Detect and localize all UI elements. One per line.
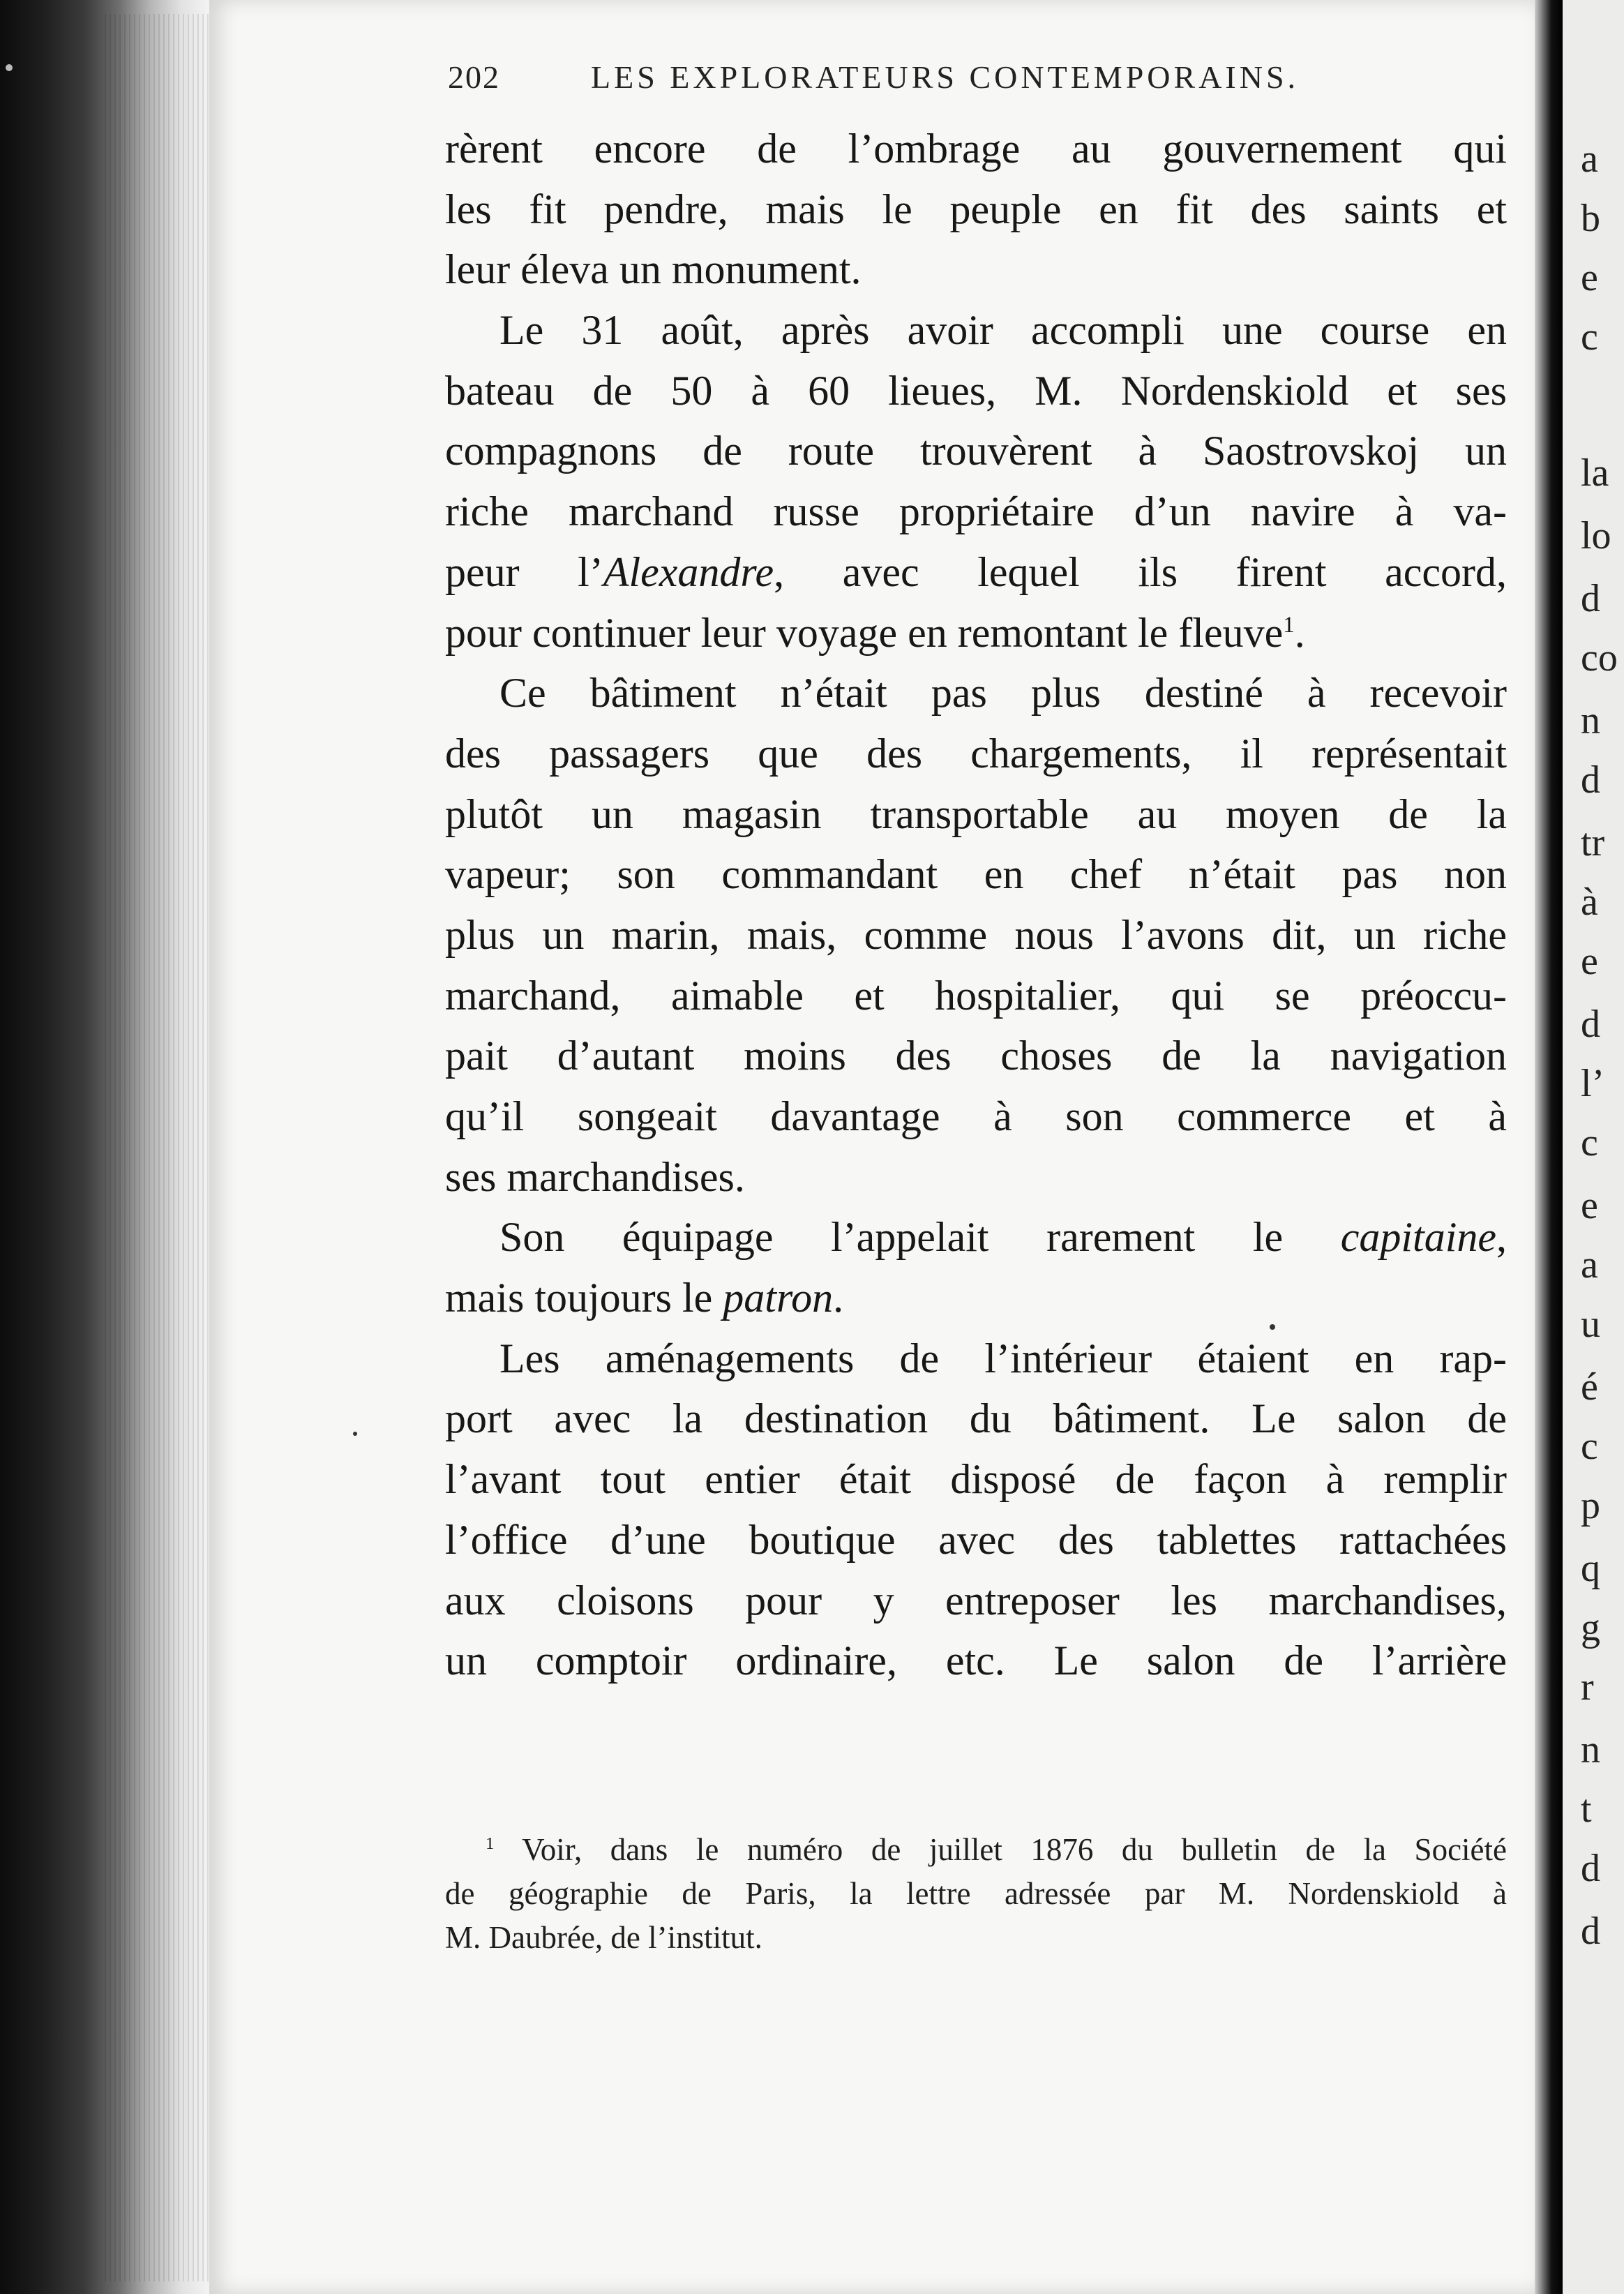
- footnotes: [445, 1828, 1507, 1960]
- footnote-line: de géographie de Paris, la lettre adressée par M. Nordenskiold à: [445, 1876, 1507, 1911]
- text-fragment: ,: [1496, 1214, 1507, 1261]
- next-page-fragment: u: [1581, 1303, 1600, 1346]
- text-line: riche marchand russe propriétaire d’un navire à va-: [445, 488, 1507, 535]
- text-fragment: peur l’: [445, 548, 603, 595]
- text-line: les fit pendre, mais le peuple en fit des saints et: [445, 186, 1507, 232]
- next-page-fragment: a: [1581, 137, 1598, 181]
- text-line: bateau de 50 à 60 lieues, M. Nordenskiold et ses: [445, 367, 1507, 414]
- italic-word: capitaine: [1340, 1214, 1496, 1261]
- ink-speck: [6, 64, 13, 71]
- ink-speck: [1270, 1324, 1275, 1330]
- next-page-fragment: é: [1581, 1365, 1598, 1409]
- footnote-marker: 1: [486, 1834, 495, 1853]
- next-page-fragment: t: [1581, 1787, 1592, 1831]
- text-line: marchand, aimable et hospitalier, qui se préoccu-: [445, 972, 1507, 1019]
- next-page-fragment: a: [1581, 1243, 1598, 1287]
- text-line: un comptoir ordinaire, etc. Le salon de l’arrière: [445, 1637, 1507, 1684]
- text-line: l’avant tout entier était disposé de façon à remplir: [445, 1456, 1507, 1503]
- text-line: aux cloisons pour y entreposer les marchandises,: [445, 1577, 1507, 1624]
- next-page-fragment: n: [1581, 699, 1600, 742]
- text-fragment: pour continuer leur voyage en remontant le fleuve: [445, 609, 1284, 656]
- page-number: 202: [448, 59, 500, 95]
- footnote-line: M. Daubrée, de l’institut.: [445, 1920, 762, 1955]
- text-fragment: mais toujours le: [445, 1275, 723, 1321]
- next-page-fragment: d: [1581, 1910, 1600, 1953]
- page-header: [448, 49, 1341, 105]
- text-line: vapeur; son commandant en chef n’était pas non: [445, 851, 1507, 898]
- next-page-fragment: d: [1581, 1847, 1600, 1890]
- text-line: [445, 1268, 1507, 1328]
- next-page-fragment: co: [1581, 636, 1618, 680]
- next-page-fragment: e: [1581, 940, 1598, 983]
- text-line: compagnons de route trouvèrent à Saostrovskoj un: [445, 428, 1507, 474]
- text-line: ses marchandises.: [445, 1153, 745, 1200]
- paragraph-start-line: [445, 1207, 1507, 1268]
- text-line: [445, 542, 1507, 603]
- next-page-fragment: lo: [1581, 514, 1611, 557]
- body-text: [445, 119, 1507, 1691]
- footnote-reference: 1: [1283, 612, 1295, 638]
- next-page-fragment: n: [1581, 1728, 1600, 1771]
- paragraph-start-line: Le 31 août, après avoir accompli une course en: [499, 307, 1507, 354]
- text-line: leur éleva un monument.: [445, 246, 862, 293]
- next-page-fragment: à: [1581, 880, 1598, 924]
- next-page-fragment: la: [1581, 451, 1609, 495]
- paragraph-start-line: Les aménagements de l’intérieur étaient en rap-: [499, 1335, 1507, 1381]
- text-fragment: Voir, dans le numéro de juillet 1876 du bulletin de la Société: [522, 1832, 1507, 1867]
- text-line: plus un marin, mais, comme nous l’avons dit, un riche: [445, 911, 1507, 958]
- next-page-fragment: p: [1581, 1484, 1600, 1527]
- text-line: des passagers que des chargements, il représentait: [445, 730, 1507, 777]
- text-line: l’office d’une boutique avec des tablettes rattachées: [445, 1516, 1507, 1563]
- ship-name: Alexandre: [603, 548, 774, 595]
- next-page-fragment: c: [1581, 1425, 1598, 1468]
- text-fragment: .: [1294, 609, 1305, 656]
- text-line: pait d’autant moins des choses de la navigation: [445, 1033, 1507, 1079]
- next-page-fragment: e: [1581, 1184, 1598, 1227]
- text-fragment: Son équipage l’appelait rarement le: [499, 1214, 1341, 1261]
- text-line: port avec la destination du bâtiment. Le salon de: [445, 1395, 1507, 1442]
- next-page-fragment: g: [1581, 1606, 1600, 1649]
- text-fragment: .: [833, 1275, 844, 1321]
- italic-word: patron: [723, 1275, 834, 1321]
- next-page-edge: [1563, 0, 1624, 2294]
- next-page-fragment: c: [1581, 1121, 1598, 1164]
- next-page-fragment: b: [1581, 197, 1600, 240]
- footnote-line: [445, 1828, 1507, 1872]
- next-page-fragment: q: [1581, 1547, 1600, 1590]
- running-head: LES EXPLORATEURS CONTEMPORAINS.: [591, 59, 1300, 95]
- text-fragment: , avec lequel ils firent accord,: [774, 548, 1507, 595]
- next-page-fragment: l’: [1581, 1062, 1605, 1105]
- next-page-fragment: r: [1581, 1665, 1594, 1709]
- paragraph-start-line: Ce bâtiment n’était pas plus destiné à recevoir: [499, 670, 1507, 717]
- next-page-fragment: e: [1581, 256, 1598, 299]
- next-page-fragment: d: [1581, 1003, 1600, 1046]
- text-line: plutôt un magasin transportable au moyen de la: [445, 790, 1507, 837]
- next-page-fragment: d: [1581, 577, 1600, 620]
- text-line: rèrent encore de l’ombrage au gouvernement qui: [445, 126, 1507, 172]
- next-page-fragment: d: [1581, 758, 1600, 802]
- next-page-fragment: tr: [1581, 821, 1605, 864]
- next-page-fragment: c: [1581, 315, 1598, 359]
- text-line: qu’il songeait davantage à son commerce et à: [445, 1093, 1507, 1139]
- ink-speck: [353, 1432, 357, 1436]
- book-gutter: [1535, 0, 1563, 2294]
- text-line: [445, 603, 1507, 664]
